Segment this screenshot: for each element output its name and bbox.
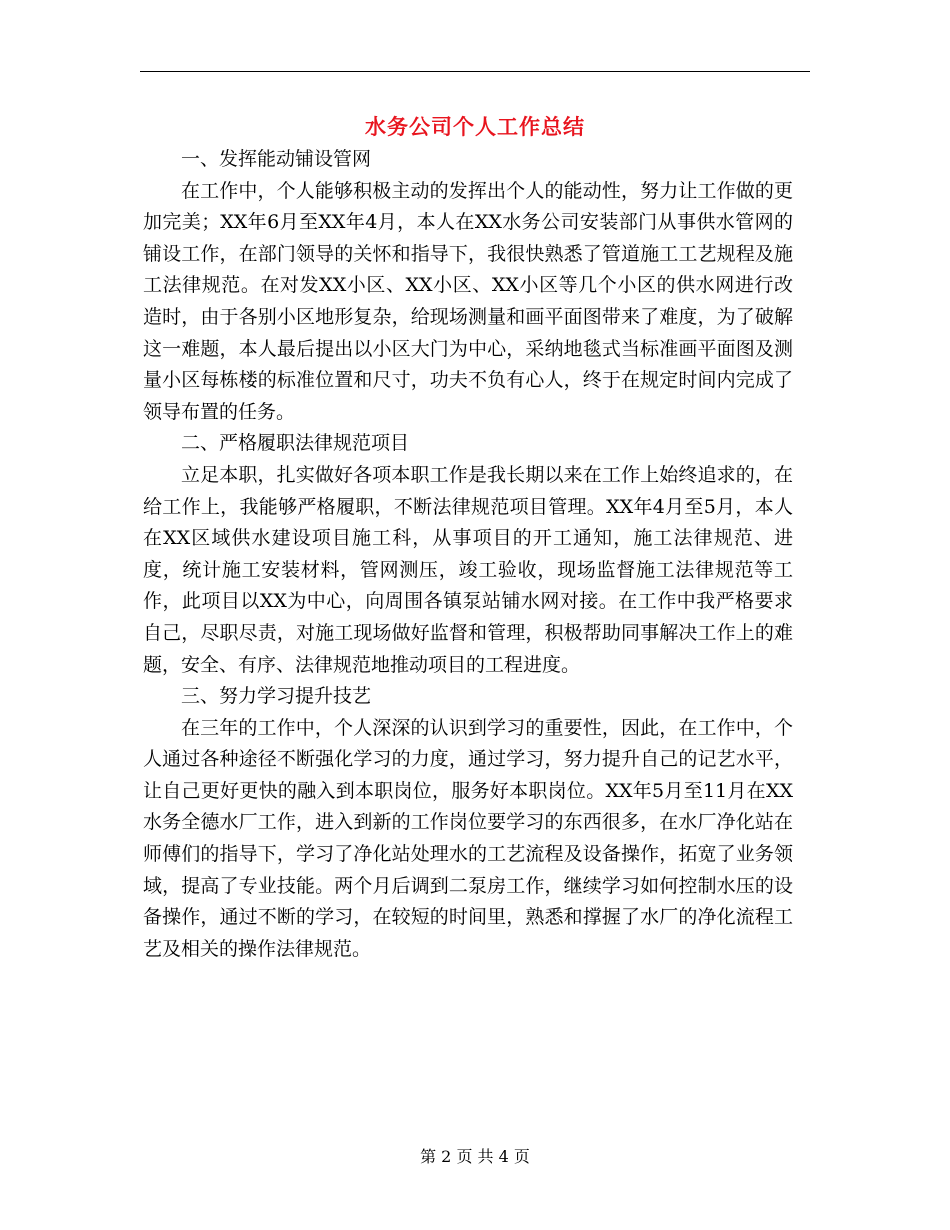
document-title: 水务公司个人工作总结 bbox=[365, 114, 585, 139]
section-heading-3: 三、努力学习提升技艺 bbox=[181, 685, 372, 708]
page-footer bbox=[0, 1145, 950, 1169]
section-heading-1: 一、发挥能动铺设管网 bbox=[181, 148, 372, 170]
section-paragraph-2: 立足本职，扎实做好各项本职工作是我长期以来在工作上始终追求的，在给工作上，我能够严格履职，不断法律规范项目管理。XX年4月至5月，本人在XX区域供水建设项目施工科，从事项目的开工通知，施工法律规范、进度，统计施工安装材料，管网测压，竣工验收，现场监督施工法律规范等工作，此项目以XX为中心，向周围各镇泵站铺水网对接。在工作中我严格要求自己，尽职尽责，对施工现场做好监督和管理，积极帮助同事解决工作上的难题，安全、有序、法律规范地推动项目的工程进度。 bbox=[143, 463, 793, 676]
header-rule bbox=[140, 71, 810, 72]
section-paragraph-1: 在工作中，个人能够积极主动的发挥出个人的能动性，努力让工作做的更加完美；XX年6月至XX年4月，本人在XX水务公司安装部门从事供水管网的铺设工作，在部门领导的关怀和指导下，我很快熟悉了管道施工工艺规程及施工法律规范。在对发XX小区、XX小区、XX小区等几个小区的供水网进行改造时，由于各别小区地形复杂，给现场测量和画平面图带来了难度，为了破解这一难题，本人最后提出以小区大门为中心，采纳地毯式当标准画平面图及测量小区每栋楼的标准位置和尺寸，功夫不负有心人，终于在规定时间内完成了领导布置的任务。 bbox=[143, 179, 793, 423]
section-heading-2: 二、严格履职法律规范项目 bbox=[181, 432, 410, 455]
document-body bbox=[143, 144, 793, 965]
page-number-label: 第 2 页 共 4 页 bbox=[420, 1147, 530, 1166]
section-paragraph-3: 在三年的工作中，个人深深的认识到学习的重要性，因此，在工作中，个人通过各种途径不断强化学习的力度，通过学习，努力提升自己的记艺水平，让自己更好更快的融入到本职岗位，服务好本职岗位。XX年5月至11月在XX水务全德水厂工作，进入到新的工作岗位要学习的东西很多，在水厂净化站在师傅们的指导下，学习了净化站处理水的工艺流程及设备操作，拓宽了业务领域，提高了专业技能。两个月后调到二泵房工作，继续学习如何控制水压的设备操作，通过不断的学习，在较短的时间里，熟悉和撑握了水厂的净化流程工艺及相关的操作法律规范。 bbox=[143, 716, 793, 960]
